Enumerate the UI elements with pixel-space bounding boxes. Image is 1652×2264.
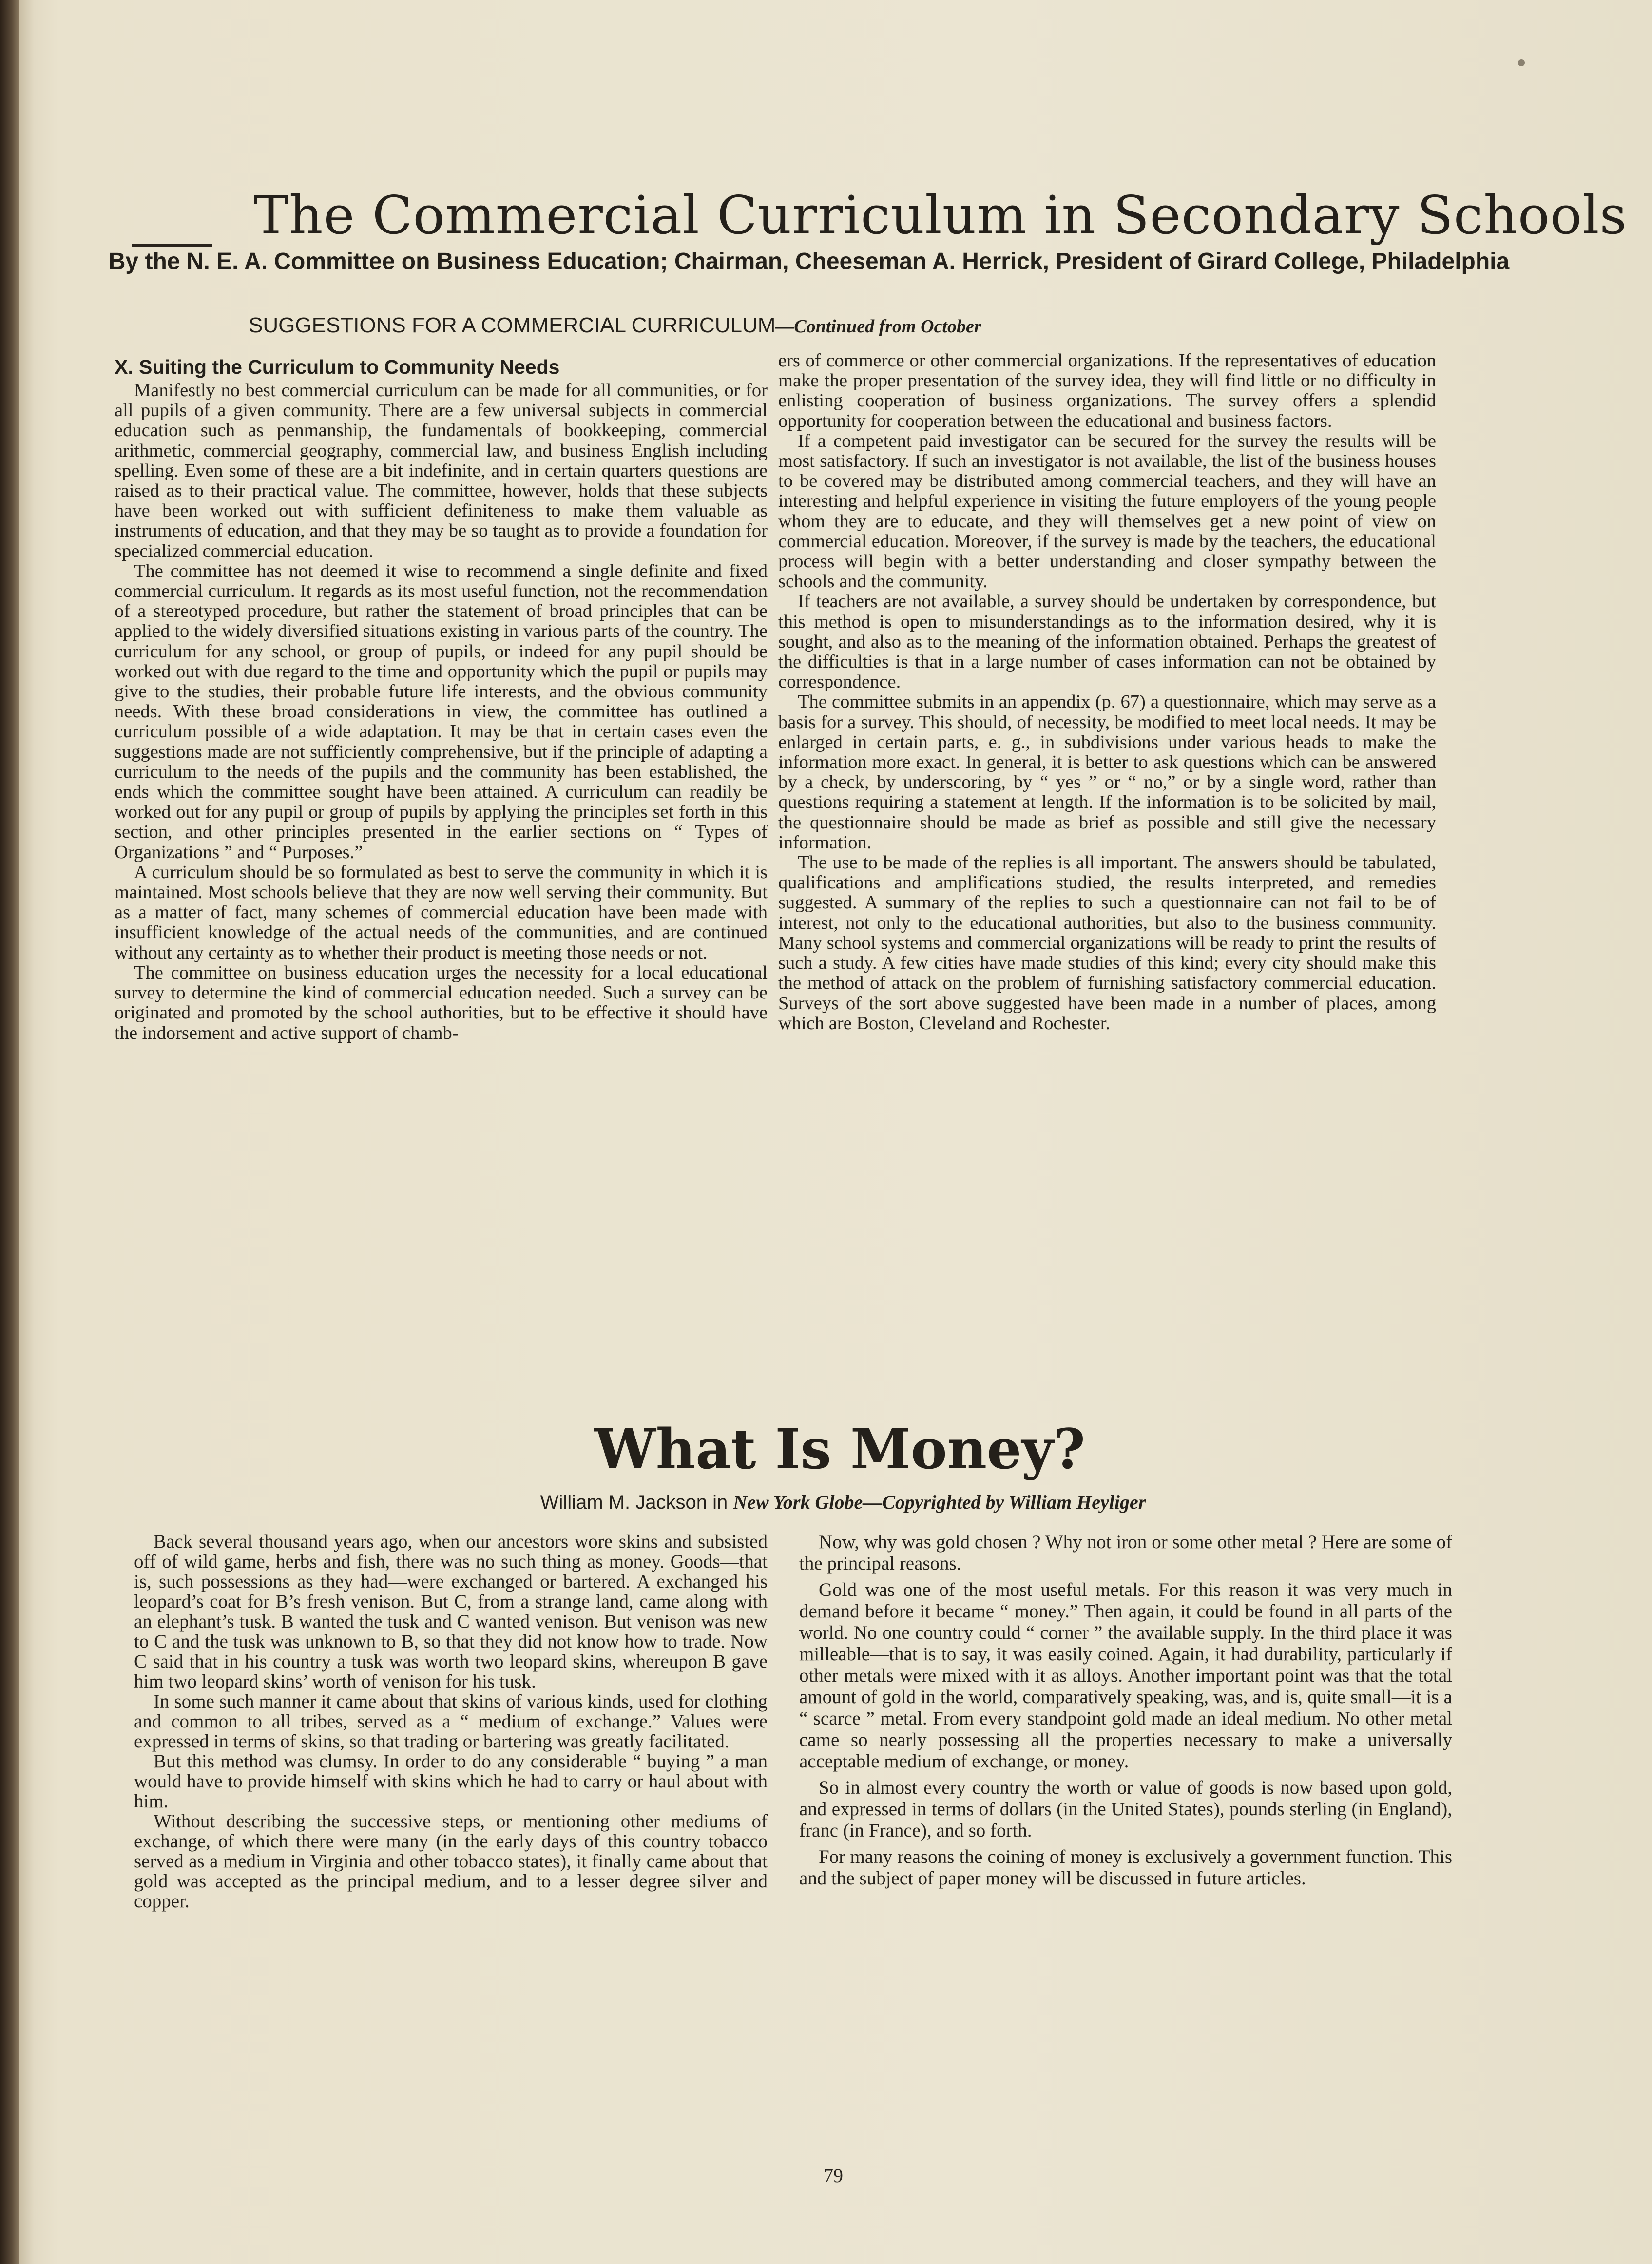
paragraph: The use to be made of the replies is all important. The answers should be tabulated, qualifications and amplifications studied, the results interpreted, and remedies suggested. A summary of the replies to such a questionnaire can not fail to be of interest, not only to the educational authorities, but also to the business community. Many school systems and commercial organizations will be ready to print the results of such a study. A few cities have made studies of this kind; every city should make this the method of attack on the problem of furnishing satisfactory commercial education. Surveys of the sort above suggested have been made in a number of places, among which are Boston, Cleveland and Rochester. xyxy=(778,852,1436,1034)
magazine-page xyxy=(19,0,1652,2264)
paragraph: ers of commerce or other commercial organizations. If the representatives of education make the proper presentation of the survey idea, they will find little or no difficulty in enlisting cooperation of business organizations. The survey offers a splendid opportunity for cooperation between the educational and business factors. xyxy=(778,350,1436,431)
paragraph: So in almost every country the worth or value of goods is now based upon gold, and expressed in terms of dollars (in the United States), pounds sterling (in England), franc (in France), and so forth. xyxy=(799,1777,1452,1841)
article1-column-left xyxy=(115,354,768,1043)
article2-column-left xyxy=(134,1532,768,1911)
byline-rule xyxy=(132,244,212,247)
credit-source: New York Globe—Copyrighted by William Heyliger xyxy=(733,1491,1146,1513)
paragraph: Gold was one of the most useful metals. For this reason it was very much in demand before it became “ money.” Then again, it could be found in all parts of the world. No one country could “ corner ” the available supply. In the third place it was milleable—that is to say, it was easily coined. Again, it had durability, particularly if other metals were mixed with it as alloys. Another important point was that the total amount of gold in the world, comparatively speaking, was, and is, quite small—it is a “ scarce ” metal. From every standpoint gold made an ideal medium. No other metal came so nearly possessing all the properties necessary to make a universally acceptable medium of exchange, or money. xyxy=(799,1579,1452,1772)
article2-column-right xyxy=(799,1532,1452,1894)
paragraph: A curriculum should be so formulated as best to serve the community in which it is maintained. Most schools believe that they are now well serving their community. But as a matter of fact, many schemes of commercial education have been made with insufficient knowledge of the actual needs of the communities, and are continued without any certainty as to whether their product is meeting those needs or not. xyxy=(115,862,768,963)
paragraph: For many reasons the coining of money is exclusively a government function. This and the subject of paper money will be discussed in future articles. xyxy=(799,1846,1452,1889)
subhead-text: SUGGESTIONS FOR A COMMERCIAL CURRICULUM xyxy=(249,313,776,337)
paragraph: In some such manner it came about that skins of various kinds, used for clothing and common to all tribes, served as a “ medium of exchange.” Values were expressed in terms of skins, so that trading or bartering was greatly facilitated. xyxy=(134,1691,768,1752)
page-speck xyxy=(1518,59,1525,66)
paragraph: The committee has not deemed it wise to recommend a single definite and fixed commercial curriculum. It regards as its most useful function, not the recommendation of a stereotyped procedure, but rather the statement of broad principles that can be applied to the widely diversified situations existing in various parts of the country. The curriculum for any school, or group of pupils, or indeed for any pupil should be worked out with due regard to the time and opportunity which the pupil or pupils may give to the studies, their probable future life interests, and the obvious community needs. With these broad considerations in view, the committee has outlined a curriculum possible of a wide adaptation. It may be that in certain cases even the suggestions made are not sufficiently comprehensive, but if the principle of adapting a curriculum to the needs of the pupils and the community has been established, the ends which the committee sought have been attained. A curriculum can readily be worked out for any pupil or group of pupils by applying the principles set forth in this section, and other principles presented in the earlier sections on “ Types of Organizations ” and “ Purposes.” xyxy=(115,560,768,863)
subhead-continued: —Continued from October xyxy=(775,316,981,337)
paragraph: The committee on business education urges the necessity for a local educational survey to determine the kind of commercial education needed. Such a survey can be originated and promoted by the school authorities, but to be effective it should have the indorsement and active support of chamb- xyxy=(115,962,768,1043)
article2-title: What Is Money? xyxy=(595,1418,1086,1481)
paragraph: Back several thousand years ago, when our ancestors wore skins and subsisted off of wild game, herbs and fish, there was no such thing as money. Goods—that is, such possessions as they had—were exchanged or bartered. A exchanged his leopard’s coat for B’s fresh venison. But C, from a strange land, came along with an elephant’s tusk. B wanted the tusk and C wanted venison. But venison was new to C and the tusk was unknown to B, so that they did not know how to trade. Now C said that in his country a tusk was worth two leopard skins, whereupon B gave him two leopard skins’ worth of venison for his tusk. xyxy=(134,1531,768,1692)
article1-subhead xyxy=(249,312,1418,340)
paragraph: If teachers are not available, a survey should be undertaken by correspondence, but this method is open to misunderstandings as to the information desired, why it is sought, and also as to the meaning of the information obtained. Perhaps the greatest of the difficulties is that in a large number of cases information can not be obtained by correspondence. xyxy=(778,591,1436,692)
article1-byline: By the N. E. A. Committee on Business Education; Chairman, Cheeseman A. Herrick, President of Girard College, Philadelphia xyxy=(108,249,1510,274)
article1-title: The Commercial Curriculum in Secondary Schools xyxy=(253,185,1627,246)
article2-credit xyxy=(429,1490,1257,1515)
paragraph: But this method was clumsy. In order to do any considerable “ buying ” a man would have to provide himself with skins which he had to carry or haul about with him. xyxy=(134,1751,768,1812)
page-number: 79 xyxy=(824,2165,843,2187)
article1-column-right xyxy=(778,351,1436,1034)
book-spine-shadow xyxy=(0,0,19,2264)
paragraph: Manifestly no best commercial curriculum can be made for all communities, or for all pupils of a given community. There are a few universal subjects in commercial education such as penmanship, the fundamentals of bookkeeping, commercial arithmetic, commercial geography, commercial law, and business English including spelling. Even some of these are a bit indefinite, and in certain quarters questions are raised as to their practical value. The committee, however, holds that these subjects have been worked out with sufficient definiteness to make them valuable as instruments of education, and that they may be so taught as to provide a foundation for specialized commercial education. xyxy=(115,380,768,561)
paragraph: Without describing the successive steps, or mentioning other mediums of exchange, of which there were many (in the early days of this country tobacco served as a medium in Virginia and other tobacco states), it finally came about that gold was accepted as the principal medium, and to a lesser degree silver and copper. xyxy=(134,1811,768,1912)
paragraph: If a competent paid investigator can be secured for the survey the results will be most satisfactory. If such an investigator is not available, the list of the business houses to be covered may be distributed among commercial teachers, and they will have an interesting and helpful experience in visiting the future employers of the young people whom they are to educate, and they will themselves get a new point of view on commercial education. Moreover, if the survey is made by the teachers, the educational process will begin with a better understanding and closer sympathy between the schools and the community. xyxy=(778,430,1436,592)
section-heading: X. Suiting the Curriculum to Community Needs xyxy=(115,356,560,378)
paragraph: Now, why was gold chosen ? Why not iron or some other metal ? Here are some of the principal reasons. xyxy=(799,1532,1452,1574)
credit-author: William M. Jackson in xyxy=(540,1492,733,1513)
paragraph: The committee submits in an appendix (p. 67) a questionnaire, which may serve as a basis for a survey. This should, of necessity, be modified to meet local needs. It may be enlarged in certain parts, e. g., in subdivisions under various heads to make the information more exact. In general, it is better to ask questions which can be answered by a check, by underscoring, by “ yes ” or “ no,” or by a single word, rather than questions requiring a statement at length. If the information is to be solicited by mail, the questionnaire should be made as brief as possible and still give the necessary information. xyxy=(778,691,1436,853)
